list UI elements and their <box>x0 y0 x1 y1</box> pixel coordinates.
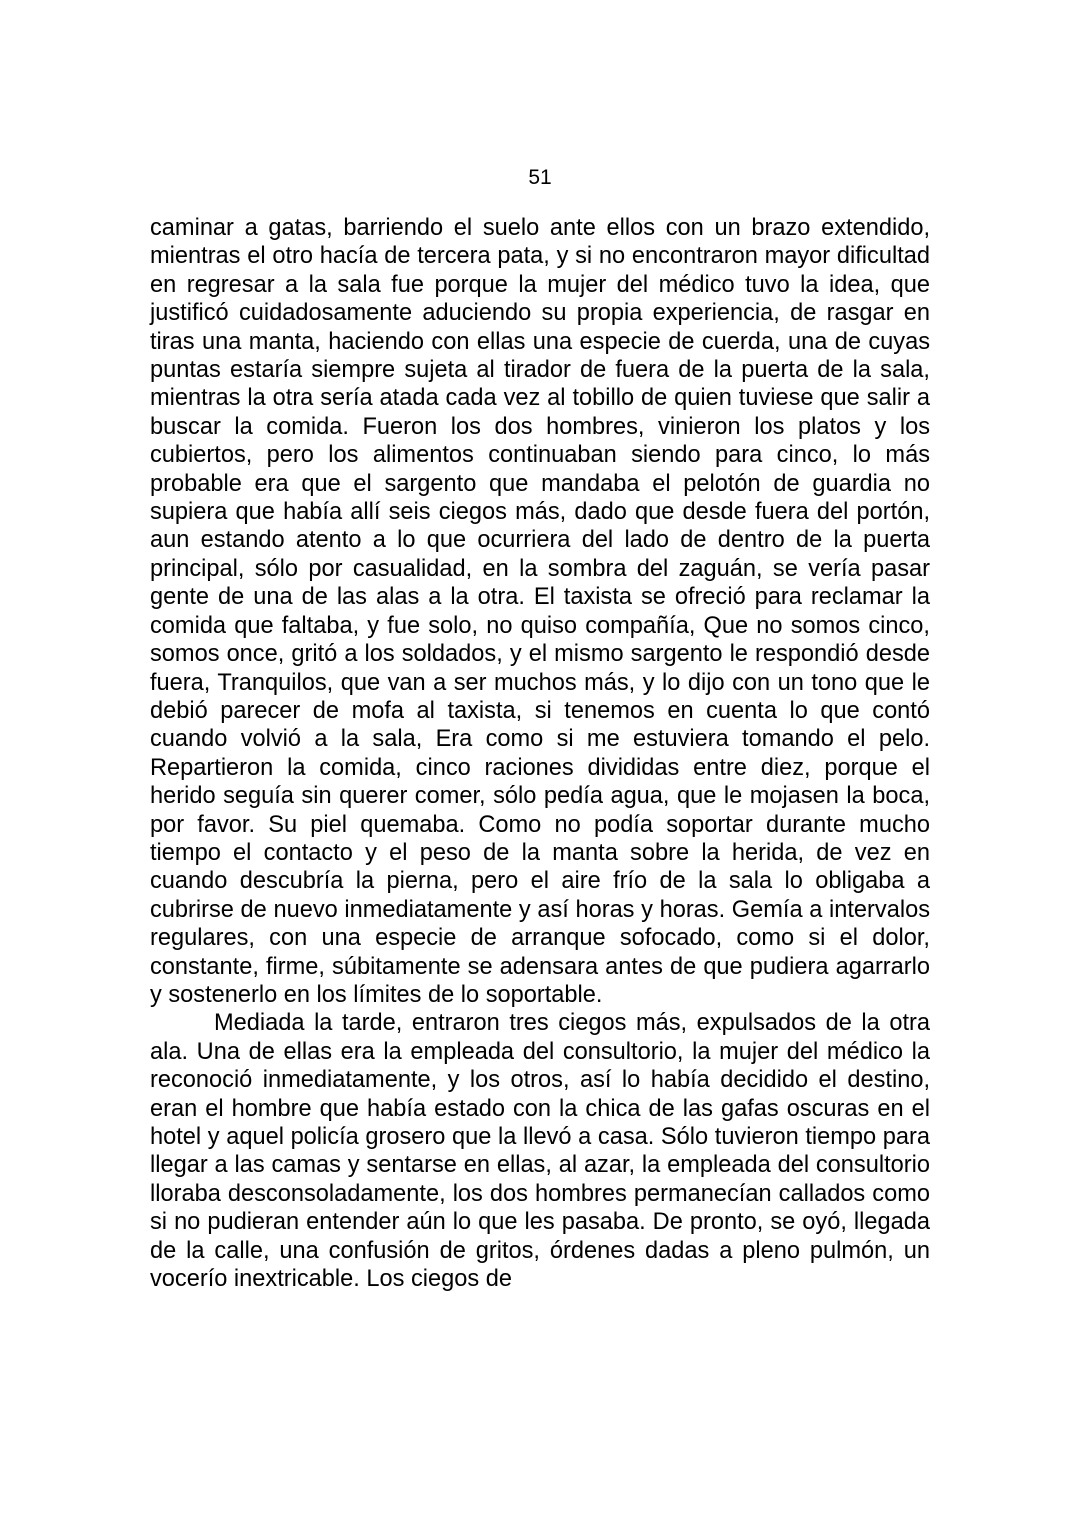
page-number: 51 <box>528 166 552 189</box>
body-text <box>150 214 930 1293</box>
paragraph-2: Mediada la tarde, entraron tres ciegos más, expulsados de la otra ala. Una de ellas era la empleada del consultorio, la mujer del médico la reconoció inmediatamente, y los otros, así lo había decidido el destino, eran el hombre que había estado con la chica de las gafas oscuras en el hotel y aquel policía grosero que la llevó a casa. Sólo tuvieron tiempo para llegar a las camas y sentarse en ellas, al azar, la empleada del consultorio lloraba desconsoladamente, los dos hombres permanecían callados como si no pudieran entender aún lo que les pasaba. De pronto, se oyó, llegada de la calle, una confusión de gritos, órdenes dadas a pleno pulmón, un vocerío inextricable. Los ciegos de <box>150 1010 930 1293</box>
paragraph-1: caminar a gatas, barriendo el suelo ante ellos con un brazo extendido, mientras el otro hacía de tercera pata, y si no encontraron mayor dificultad en regresar a la sala fue porque la mujer del médico tuvo la idea, que justificó cuidadosamente aduciendo su propia experiencia, de rasgar en tiras una manta, haciendo con ellas una especie de cuerda, una de cuyas puntas estaría siempre sujeta al tirador de fuera de la puerta de la sala, mientras la otra sería atada cada vez al tobillo de quien tuviese que salir a buscar la comida. Fueron los dos hombres, vinieron los platos y los cubiertos, pero los alimentos continuaban siendo para cinco, lo más probable era que el sargento que mandaba el pelotón de guardia no supiera que había allí seis ciegos más, dado que desde fuera del portón, aun estando atento a lo que ocurriera del lado de dentro de la puerta principal, sólo por casualidad, en la sombra del zaguán, se vería pasar gente de una de las alas a la otra. El taxista se ofreció para reclamar la comida que faltaba, y fue solo, no quiso compañía, Que no somos cinco, somos once, gritó a los soldados, y el mismo sargento le respondió desde fuera, Tranquilos, que van a ser muchos más, y lo dijo con un tono que le debió parecer de mofa al taxista, si tenemos en cuenta lo que contó cuando volvió a la sala, Era como si me estuviera tomando el pelo. Repartieron la comida, cinco raciones divididas entre diez, porque el herido seguía sin querer comer, sólo pedía agua, que le mojasen la boca, por favor. Su piel quemaba. Como no podía soportar durante mucho tiempo el contacto y el peso de la manta sobre la herida, de vez en cuando descubría la pierna, pero el aire frío de la sala lo obligaba a cubrirse de nuevo inmediatamente y así horas y horas. Gemía a intervalos regulares, con una especie de arranque sofocado, como si el dolor, constante, firme, súbitamente se adensara antes de que pudiera agarrarlo y sostenerlo en los límites de lo soportable. <box>150 215 930 1008</box>
